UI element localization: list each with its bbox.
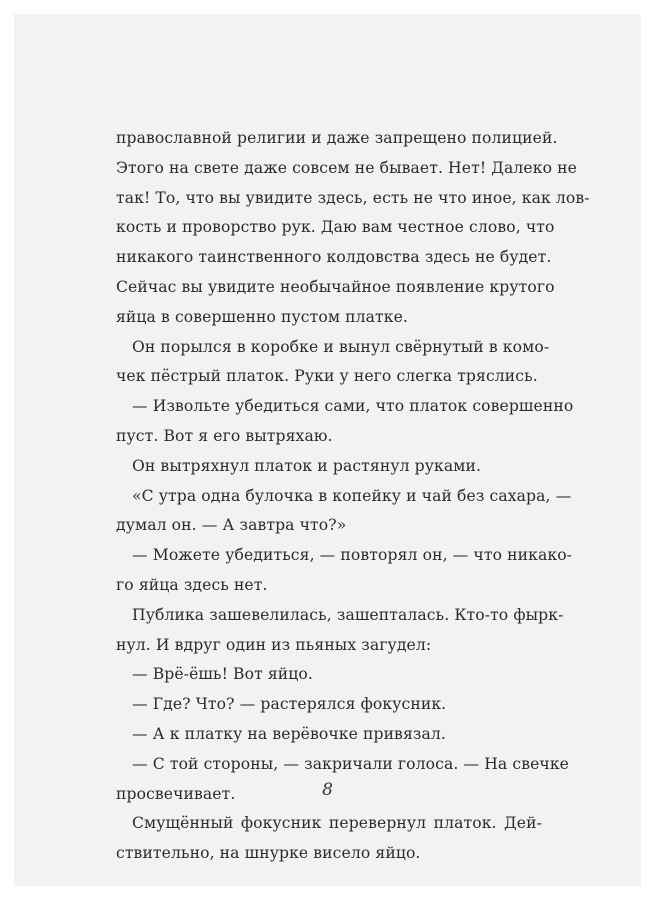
text-line: так! То, что вы увидите здесь, есть не что иное, как лов- xyxy=(116,188,590,207)
text-line: православной религии и даже запрещено полицией. xyxy=(116,129,558,147)
text-line: Он порылся в коробке и вынул свёрнутый в комо- xyxy=(132,337,550,356)
text-line: Сейчас вы увидите необычайное появление крутого xyxy=(116,277,555,296)
text-line: думал он. — А завтра что?» xyxy=(116,516,347,535)
text-line: никакого таинственного колдовства здесь не будет. xyxy=(116,248,552,267)
text-line: яйца в совершенно пустом платке. xyxy=(116,307,408,326)
text-line: — С той стороны, — закричали голоса. — На свечке xyxy=(132,754,570,773)
text-line: Он вытряхнул платок и растянул руками. xyxy=(132,456,482,475)
text-line: чек пёстрый платок. Руки у него слегка тряслись. xyxy=(116,367,538,386)
text-line: — Можете убедиться, — повторял он, — что никако- xyxy=(132,546,573,565)
text-line: — Врё-ёшь! Вот яйцо. xyxy=(132,665,313,684)
text-line: Смущённый фокусник перевернул платок. Дей- xyxy=(132,814,542,833)
page-number: 8 xyxy=(322,780,333,800)
text-line: — А к платку на верёвочке привязал. xyxy=(132,724,446,743)
text-line: кость и проворство рук. Даю вам честное слово, что xyxy=(116,218,555,237)
text-line: «С утра одна булочка в копейку и чай без сахара, — xyxy=(132,486,572,505)
text-line: пуст. Вот я его вытряхаю. xyxy=(116,426,333,445)
text-line: Этого на свете даже совсем не бывает. Нет! Далеко не xyxy=(116,158,577,177)
body-text xyxy=(116,124,590,869)
text-line: ствительно, на шнурке висело яйцо. xyxy=(116,844,421,863)
text-line: — Где? Что? — растерялся фокусник. xyxy=(132,695,447,714)
text-line: го яйца здесь нет. xyxy=(116,575,268,594)
text-line: Публика зашевелилась, зашепталась. Кто-то фырк- xyxy=(132,605,564,624)
text-line: — Извольте убедиться сами, что платок совершенно xyxy=(132,397,574,416)
text-line: нул. И вдруг один из пьяных загудел: xyxy=(116,635,432,654)
text-line: просвечивает. xyxy=(116,784,236,803)
